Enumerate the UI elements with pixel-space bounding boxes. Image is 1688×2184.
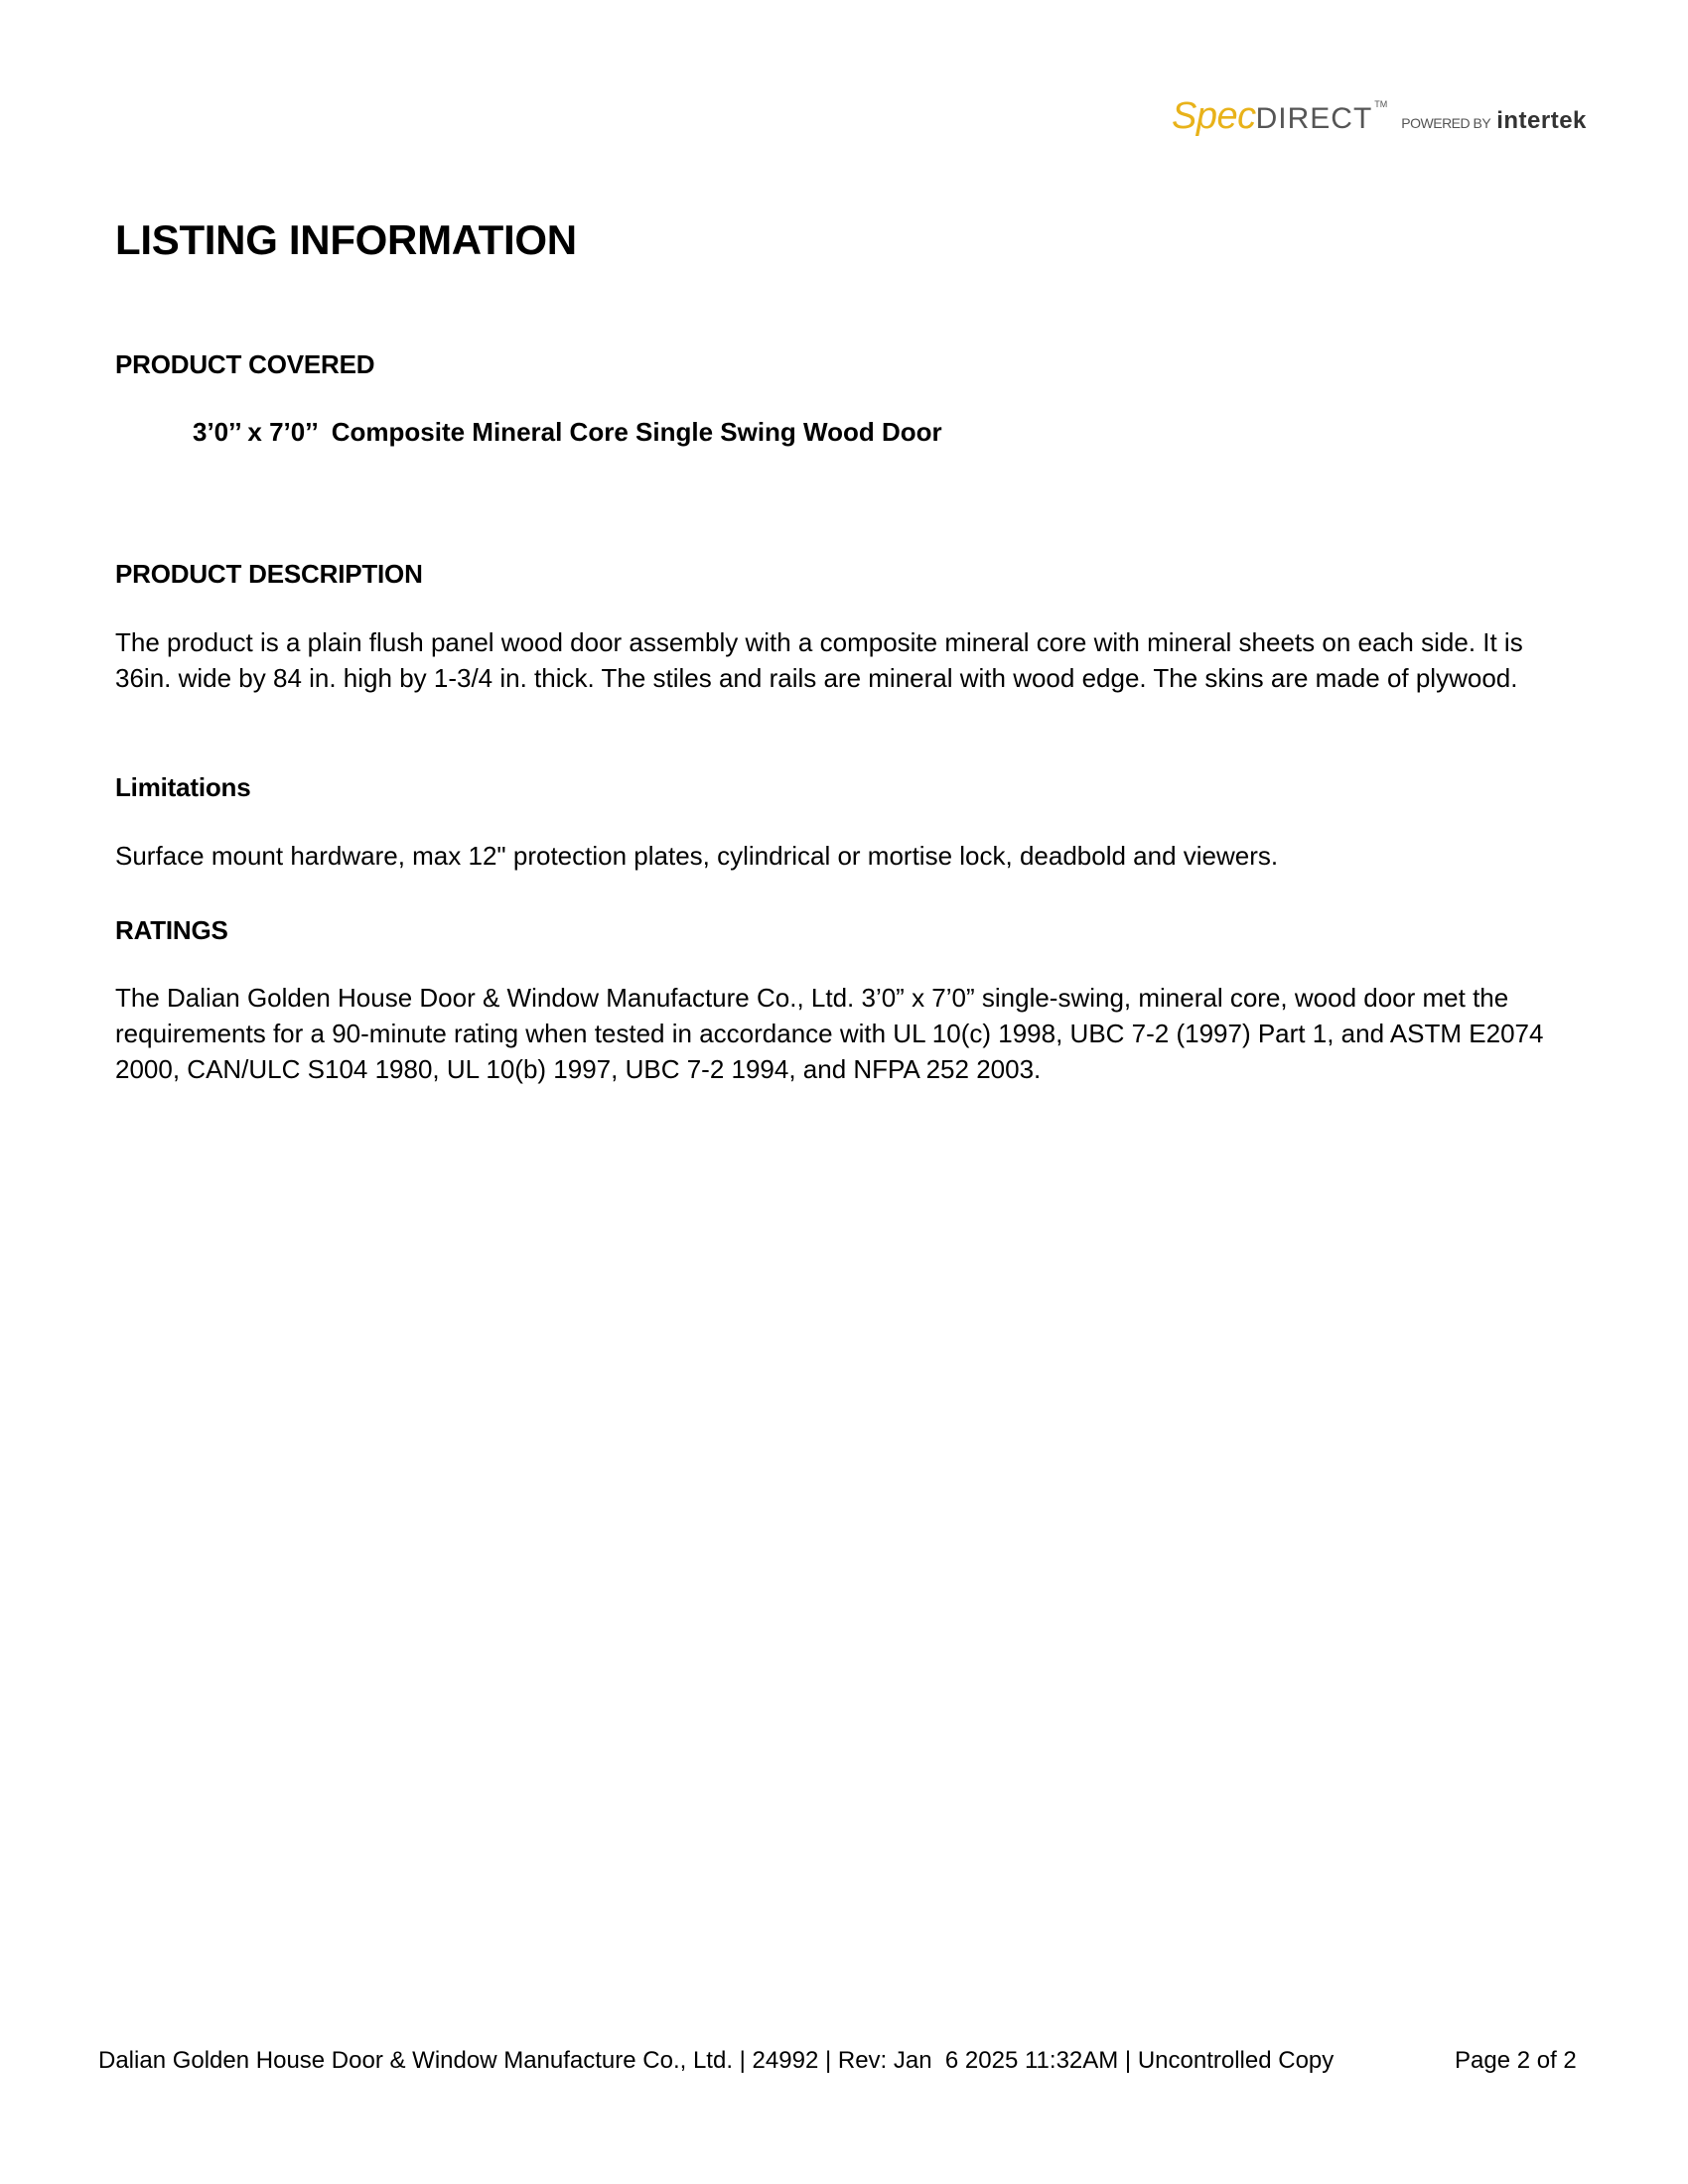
specdirect-intertek-logo [1172,95,1589,141]
logo-trademark: TM [1374,99,1388,109]
page-title: LISTING INFORMATION [115,216,577,263]
logo-powered-by: POWERED BY [1401,115,1491,131]
product-description-text: The product is a plain flush panel wood door assembly with a composite mineral core with mineral sheets on each side. It is 36in. wide by 84 in. high by 1-3/4 in. thick. The stiles and rails are mineral with wood edge. The skins are made of plywood. [115,627,1523,693]
product-description-heading: PRODUCT DESCRIPTION [115,559,423,589]
product-covered-heading: PRODUCT COVERED [115,349,375,379]
logo-direct-text: DIRECT [1255,102,1373,135]
limitations-heading: Limitations [115,772,251,802]
logo-intertek-text: intertek [1496,107,1587,134]
footer-page-number: Page 2 of 2 [1455,2047,1577,2074]
footer-document-info: Dalian Golden House Door & Window Manufacture Co., Ltd. | 24992 | Rev: Jan 6 2025 11:32AM | Uncontrolled Copy [98,2047,1335,2074]
ratings-text: The Dalian Golden House Door & Window Manufacture Co., Ltd. 3’0” x 7’0” single-swing, mineral core, wood door met the requirements for a 90-minute rating when tested in accordance with UL 10(c) 1998, UBC 7-2 (1997) Part 1, and ASTM E2074 2000, CAN/ULC S104 1980, UL 10(b) 1997, UBC 7-2 1994, and NFPA 252 2003. [115,983,1544,1084]
ratings-heading: RATINGS [115,915,228,945]
limitations-text: Surface mount hardware, max 12" protection plates, cylindrical or mortise lock, deadbold and viewers. [115,841,1279,871]
product-covered-value: 3’0’’ x 7’0’’ Composite Mineral Core Single Swing Wood Door [193,417,942,447]
logo-spec-text: Spec [1172,95,1256,137]
